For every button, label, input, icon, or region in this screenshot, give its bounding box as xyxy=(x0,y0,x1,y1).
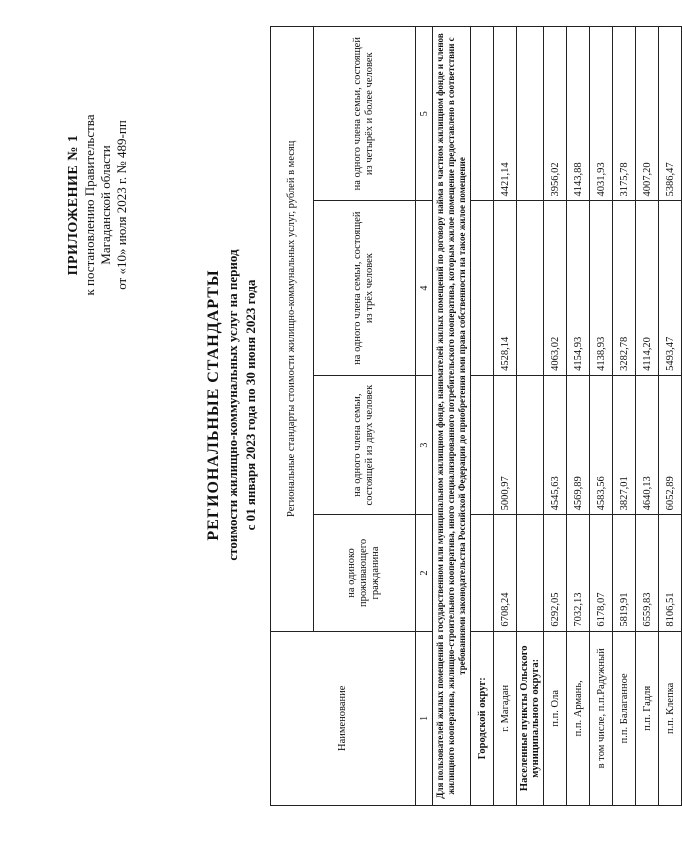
title-main: РЕГИОНАЛЬНЫЕ СТАНДАРТЫ xyxy=(205,269,222,541)
row-value xyxy=(471,27,494,201)
row-name: в том числе, п.п.Радужный xyxy=(590,631,613,805)
table-row xyxy=(636,27,659,806)
title-sub-1: стоимости жилищно-коммунальных услуг на период xyxy=(225,249,240,561)
row-value: 5819,91 xyxy=(613,515,636,631)
row-value: 7032,13 xyxy=(567,515,590,631)
row-value xyxy=(517,201,544,375)
header-col-two: на одного члена семьи, состоящей из двух человек xyxy=(313,375,416,515)
row-name: Городской округ: xyxy=(471,631,494,805)
appendix-line-1: к постановлению Правительства xyxy=(82,114,97,296)
row-value xyxy=(471,201,494,375)
table-row xyxy=(494,27,517,806)
row-value: 4114,20 xyxy=(636,201,659,375)
row-value: 3175,78 xyxy=(613,27,636,201)
row-value: 4143,88 xyxy=(567,27,590,201)
column-number: 5 xyxy=(416,27,433,201)
table-row xyxy=(659,27,682,806)
row-name: п.п. Армань, xyxy=(567,631,590,805)
table-row xyxy=(590,27,613,806)
table-row xyxy=(613,27,636,806)
row-value: 6292,05 xyxy=(544,515,567,631)
appendix-line-3: от «10» июля 2023 г. № 489-пп xyxy=(114,120,129,290)
row-value xyxy=(517,515,544,631)
column-number: 4 xyxy=(416,201,433,375)
row-value: 3956,02 xyxy=(544,27,567,201)
row-value: 4063,02 xyxy=(544,201,567,375)
row-value: 6708,24 xyxy=(494,515,517,631)
row-value: 4569,89 xyxy=(567,375,590,515)
row-value xyxy=(517,375,544,515)
row-value: 5493,47 xyxy=(659,201,682,375)
table-row xyxy=(544,27,567,806)
section-row xyxy=(517,27,544,806)
table-row xyxy=(567,27,590,806)
row-value: 6052,89 xyxy=(659,375,682,515)
title-sub-2: с 01 января 2023 года по 30 июня 2023 года xyxy=(243,279,258,531)
row-value: 6559,83 xyxy=(636,515,659,631)
row-value: 4421,14 xyxy=(494,27,517,201)
row-value: 4583,56 xyxy=(590,375,613,515)
column-number: 3 xyxy=(416,375,433,515)
row-name: п.п. Ола xyxy=(544,631,567,805)
row-value xyxy=(471,375,494,515)
row-value: 3282,78 xyxy=(613,201,636,375)
row-value xyxy=(471,515,494,631)
row-value: 4154,93 xyxy=(567,201,590,375)
row-value: 3827,01 xyxy=(613,375,636,515)
row-value: 4528,14 xyxy=(494,201,517,375)
row-value: 4007,20 xyxy=(636,27,659,201)
row-value: 4545,63 xyxy=(544,375,567,515)
section-row xyxy=(471,27,494,806)
appendix-heading: ПРИЛОЖЕНИЕ № 1 xyxy=(66,134,81,276)
row-name: Населенные пункты Ольского муниципального округа: xyxy=(517,631,544,805)
row-value xyxy=(517,27,544,201)
row-value: 5386,47 xyxy=(659,27,682,201)
table-body xyxy=(471,27,682,806)
row-value: 4640,13 xyxy=(636,375,659,515)
header-group: Региональные стандарты стоимости жилищно-коммунальных услуг, рублей в месяц xyxy=(271,27,314,632)
row-value: 8106,51 xyxy=(659,515,682,631)
standards-table xyxy=(270,26,682,806)
row-value: 6178,07 xyxy=(590,515,613,631)
row-name: п.п. Балаганное xyxy=(613,631,636,805)
column-number: 2 xyxy=(416,515,433,631)
header-col-four: на одного члена семьи, состоящей из четырёх и более человек xyxy=(313,27,416,201)
row-name: п.п. Клепка xyxy=(659,631,682,805)
row-value: 4031,93 xyxy=(590,27,613,201)
row-value: 5000,97 xyxy=(494,375,517,515)
header-col-single: на одиноко проживающего гражданина xyxy=(313,515,416,631)
row-name: г. Магадан xyxy=(494,631,517,805)
column-number: 1 xyxy=(416,631,433,805)
row-value: 4138,93 xyxy=(590,201,613,375)
table-note: Для пользователей жилых помещений в государственном или муниципальном жилищном фонде, нанимателей жилых помещений по договору найма в частном жилищном фонде и членов жилищного кооператива, жилищно-строительного кооператива, иного специализированного потребительского кооператива, которым жилое помещение предоставлено в соответствии с требованиями законодательства Российской Федерации до приобретения ими права собственности на такое жилое помещение xyxy=(433,27,471,806)
header-name: Наименование xyxy=(271,631,416,805)
document-title xyxy=(205,125,259,685)
appendix-block xyxy=(66,70,130,340)
appendix-line-2: Магаданской области xyxy=(98,145,113,265)
header-col-three: на одного члена семьи, состоящей из трёх человек xyxy=(313,201,416,375)
row-name: п.п. Гадля xyxy=(636,631,659,805)
